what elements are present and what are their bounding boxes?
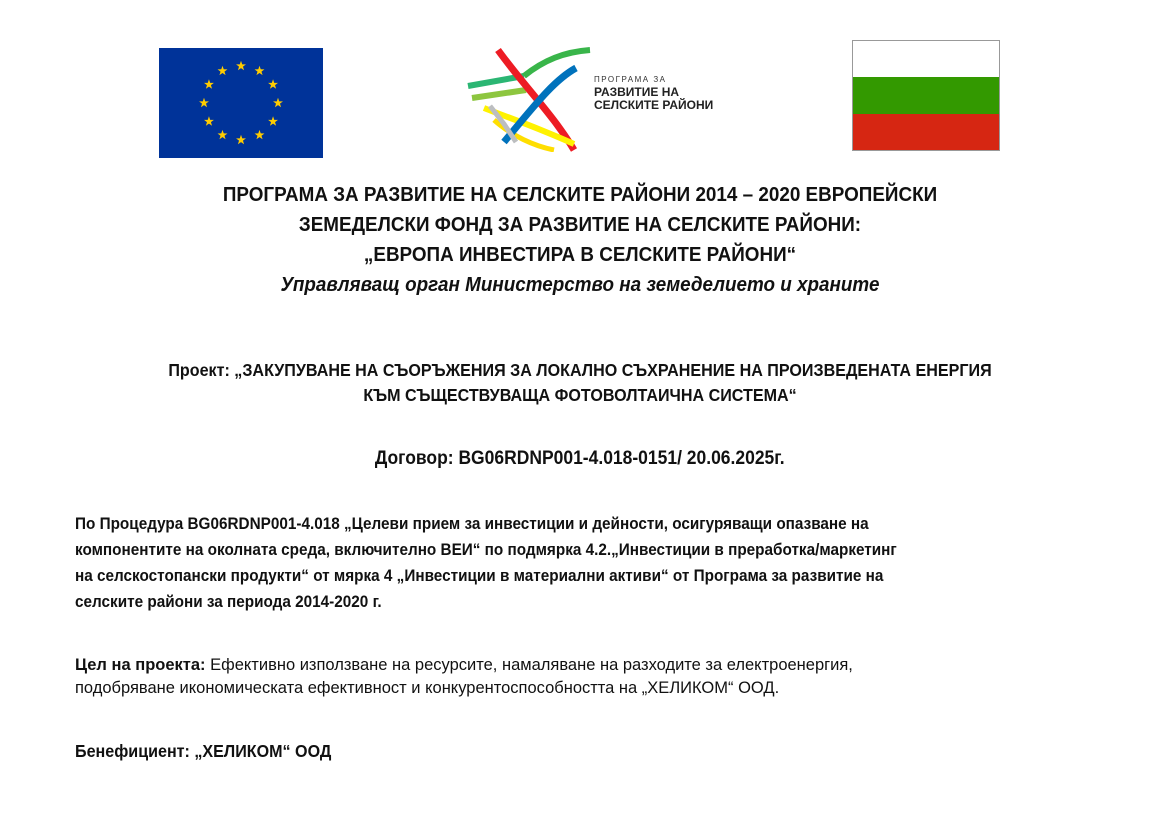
rdp-logo-graphic-icon xyxy=(464,46,594,152)
bg-flag-green-stripe xyxy=(853,77,999,113)
rural-development-programme-logo xyxy=(464,46,744,152)
project-title xyxy=(40,358,1120,408)
bg-flag-white-stripe xyxy=(853,41,999,77)
eu-star-icon xyxy=(255,66,265,75)
eu-star-icon xyxy=(218,130,228,139)
beneficiary: Бенефициент: „ХЕЛИКОМ“ ООД xyxy=(75,741,332,761)
goal-line-2: подобряване икономическата ефективност и конкурентоспособността на „ХЕЛИКОМ“ ООД. xyxy=(75,679,780,697)
procedure-line-2: компонентите на околната среда, включително ВЕИ“ по подмярка 4.2.„Инвестиции в преработка/маркетинг xyxy=(75,540,897,559)
goal-text-1: Ефективно използване на ресурсите, намаляване на разходите за електроенергия, xyxy=(205,656,853,674)
procedure-line-1: По Процедура BG06RDNP001-4.018 „Целеви прием за инвестиции и дейности, осигуряващи опазване на xyxy=(75,514,869,533)
programme-heading xyxy=(60,180,1100,300)
contract-number xyxy=(40,448,1120,470)
eu-star-icon xyxy=(268,116,278,125)
logo-row xyxy=(0,0,1159,170)
rdp-logo-line1: РАЗВИТИЕ НА xyxy=(594,85,680,100)
rdp-logo-text xyxy=(594,76,713,112)
heading-line-3: „ЕВРОПА ИНВЕСТИРА В СЕЛСКИТЕ РАЙОНИ“ xyxy=(363,243,797,266)
heading-line-1: ПРОГРАМА ЗА РАЗВИТИЕ НА СЕЛСКИТЕ РАЙОНИ 2014 – 2020 ЕВРОПЕЙСКИ xyxy=(222,183,938,206)
eu-star-icon xyxy=(236,61,246,70)
eu-star-icon xyxy=(218,66,228,75)
bg-flag-red-stripe xyxy=(853,114,999,150)
procedure-paragraph xyxy=(75,511,1080,615)
rdp-logo-small-text: ПРОГРАМА ЗА xyxy=(594,75,667,84)
rdp-logo-line2: СЕЛСКИТЕ РАЙОНИ xyxy=(594,97,714,112)
eu-star-icon xyxy=(255,130,265,139)
eu-star-icon xyxy=(268,79,278,88)
eu-flag-icon xyxy=(159,48,323,158)
project-title-line-2: КЪМ СЪЩЕСТВУВАЩА ФОТОВОЛТАИЧНА СИСТЕМА“ xyxy=(363,385,797,405)
goal-label: Цел на проекта: xyxy=(75,656,206,674)
managing-authority: Управляващ орган Министерство на земеделието и храните xyxy=(280,273,880,296)
bulgarian-flag-icon xyxy=(852,40,1000,151)
project-goal xyxy=(75,654,1080,700)
eu-star-icon xyxy=(199,98,209,107)
eu-star-icon xyxy=(204,79,214,88)
eu-star-icon xyxy=(204,116,214,125)
contract-text: Договор: BG06RDNP001-4.018-0151/ 20.06.2025г. xyxy=(375,448,785,469)
project-title-line-1: Проект: „ЗАКУПУВАНЕ НА СЪОРЪЖЕНИЯ ЗА ЛОКАЛНО СЪХРАНЕНИЕ НА ПРОИЗВЕДЕНАТА ЕНЕРГИЯ xyxy=(168,360,992,380)
eu-star-icon xyxy=(236,135,246,144)
procedure-line-3: на селскостопански продукти“ от мярка 4 „Инвестиции в материални активи“ от Програма за развитие на xyxy=(75,566,884,585)
goal-line-1 xyxy=(75,654,1080,677)
heading-line-2: ЗЕМЕДЕЛСКИ ФОНД ЗА РАЗВИТИЕ НА СЕЛСКИТЕ РАЙОНИ: xyxy=(298,213,862,236)
procedure-line-4: селските райони за периода 2014-2020 г. xyxy=(75,592,382,611)
eu-star-icon xyxy=(273,98,283,107)
